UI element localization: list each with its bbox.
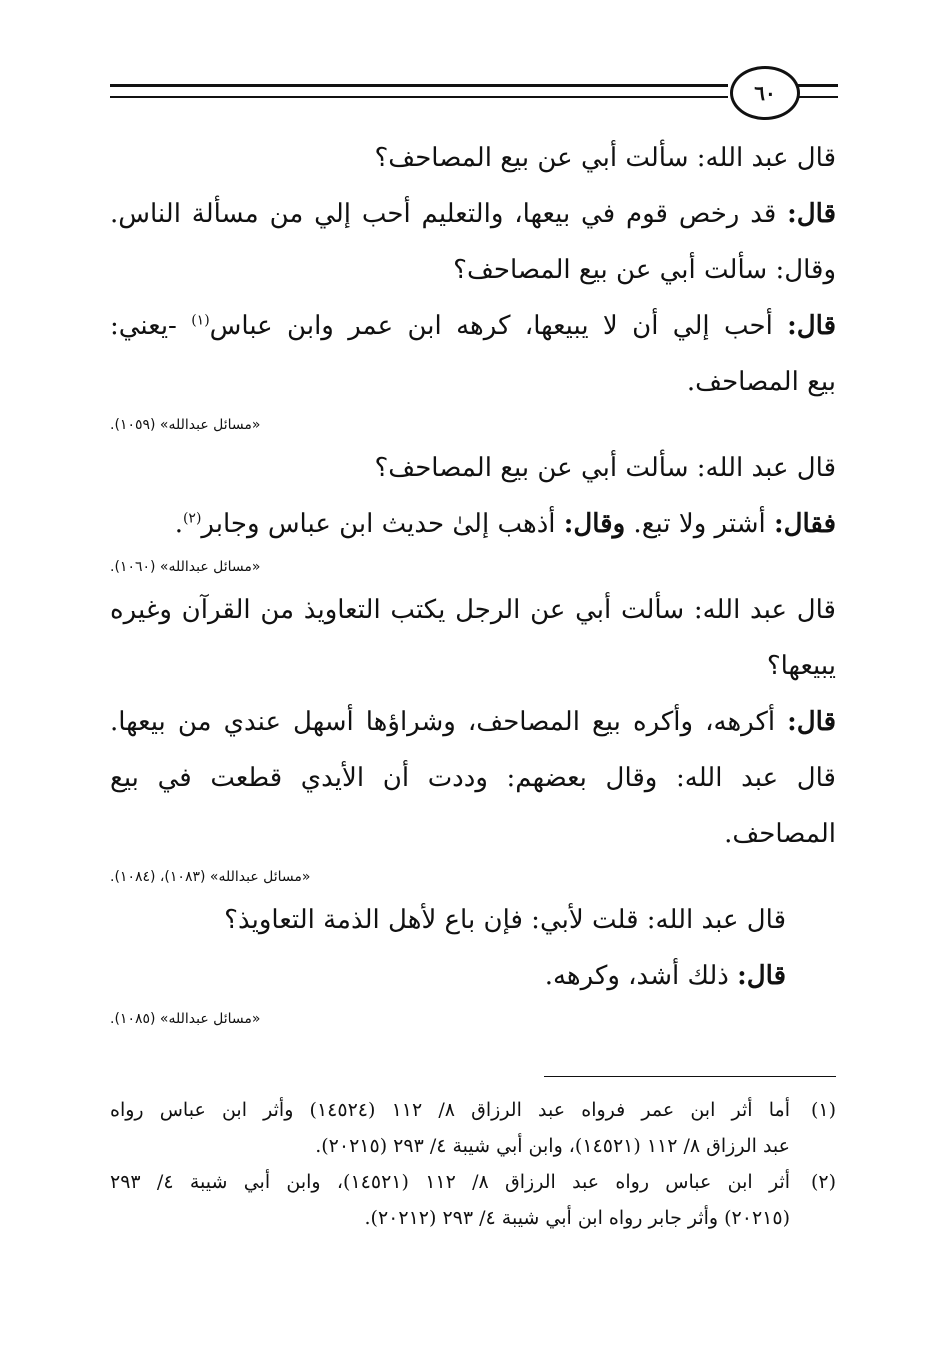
text-line: . [174,509,183,539]
header-rule-right [798,84,838,98]
text-line: قال عبد الله: قلت لأبي: فإن باع لأهل الذمة التعاويذ؟ [224,905,786,935]
paragraph-answer-3 [110,496,836,552]
page-body [110,130,836,1034]
paragraph-answer-4 [110,694,836,750]
footnotes [110,1092,836,1236]
text-line: -يعني: [110,311,192,341]
text-line: قال عبد الله: سألت أبي عن بيع المصاحف؟ [374,453,836,483]
page-header [110,66,838,130]
source-reference-1: «مسائل عبدالله» (١٠٥٩). [110,417,261,433]
footnote-line: (٢٠٢١٥) وأثر جابر رواه ابن أبي شيبة ٤/ ٢٩٣ (٢٠٢١٢). [364,1207,790,1229]
footnote-2 [110,1164,836,1236]
text-line: قال عبد الله: سألت أبي عن بيع المصاحف؟ [374,143,836,173]
footnote-text [110,1092,790,1164]
header-rule [110,84,728,98]
answer-label: فقال: [774,509,836,539]
text-line: قال عبد الله: وقال بعضهم: وددت أن الأيدي قطعت في بيع [110,763,836,793]
text-line: أحب إلي أن لا يبيعها، كرهه ابن عمر وابن عباس [209,311,788,341]
paragraph-answer-2 [110,298,836,354]
answer-label: قال: [737,961,786,991]
footnote-text [110,1164,790,1236]
source-reference-2: «مسائل عبدالله» (١٠٦٠). [110,559,261,575]
answer-label: قال: [787,311,836,341]
text-line: المصاحف. [724,819,836,849]
source-reference-3: «مسائل عبدالله» (١٠٨٣)، (١٠٨٤). [110,869,311,885]
answer-label: قال: [787,199,836,229]
text-line: قد رخص قوم في بيعها، والتعليم أحب إلي من مسألة الناس. [110,199,788,229]
footnote-marker-1[interactable]: (١) [191,312,210,329]
page-number: ٦٠ [730,66,800,120]
footnote-number: (١) [810,1099,836,1121]
text-line: أكرهه، وأكره بيع المصاحف، وشراؤها أسهل عندي من بيعها. [110,707,788,737]
paragraph-question-3 [110,440,836,496]
paragraph-answer-5 [110,948,836,1004]
paragraph-question-4 [110,582,836,638]
text-line: قال عبد الله: سألت أبي عن الرجل يكتب التعاويذ من القرآن وغيره [110,595,836,625]
paragraph-question-5 [110,892,836,948]
text-line: يبيعها؟ [766,651,836,681]
footnote-number: (٢) [810,1171,836,1193]
footnote-line: أثر ابن عباس رواه عبد الرزاق ٨/ ١١٢ (١٤٥٢١)، وابن أبي شيبة ٤/ ٢٩٣ [110,1171,791,1193]
footnote-line: عبد الرزاق ٨/ ١١٢ (١٤٥٢١)، وابن أبي شيبة ٤/ ٢٩٣ (٢٠٢١٥). [315,1135,790,1157]
source-reference-4: «مسائل عبدالله» (١٠٨٥). [110,1011,261,1027]
footnote-1 [110,1092,836,1164]
paragraph-question-4-cont [110,638,836,694]
paragraph-answer-1 [110,186,836,242]
paragraph-question-1 [110,130,836,186]
footnote-marker-2[interactable]: (٢) [182,510,202,527]
text-line: وقال: سألت أبي عن بيع المصاحف؟ [453,255,836,285]
paragraph-question-2 [110,242,836,298]
paragraph-answer-2-cont [110,354,836,410]
paragraph-statement-cont [110,806,836,862]
text-line: أشتر ولا تبع. [625,509,774,539]
text-line: بيع المصاحف. [686,367,836,397]
paragraph-statement [110,750,836,806]
text-line: أذهب إلىٰ حديث ابن عباس وجابر [201,509,564,539]
footnote-line: أما أثر ابن عمر فرواه عبد الرزاق ٨/ ١١٢ (١٤٥٢٤) وأثر ابن عباس رواه [110,1099,790,1121]
footnote-separator [544,1076,836,1077]
answer-label: وقال: [563,509,626,539]
answer-label: قال: [787,707,837,737]
text-line: ذلك أشد، وكرهه. [544,961,738,991]
